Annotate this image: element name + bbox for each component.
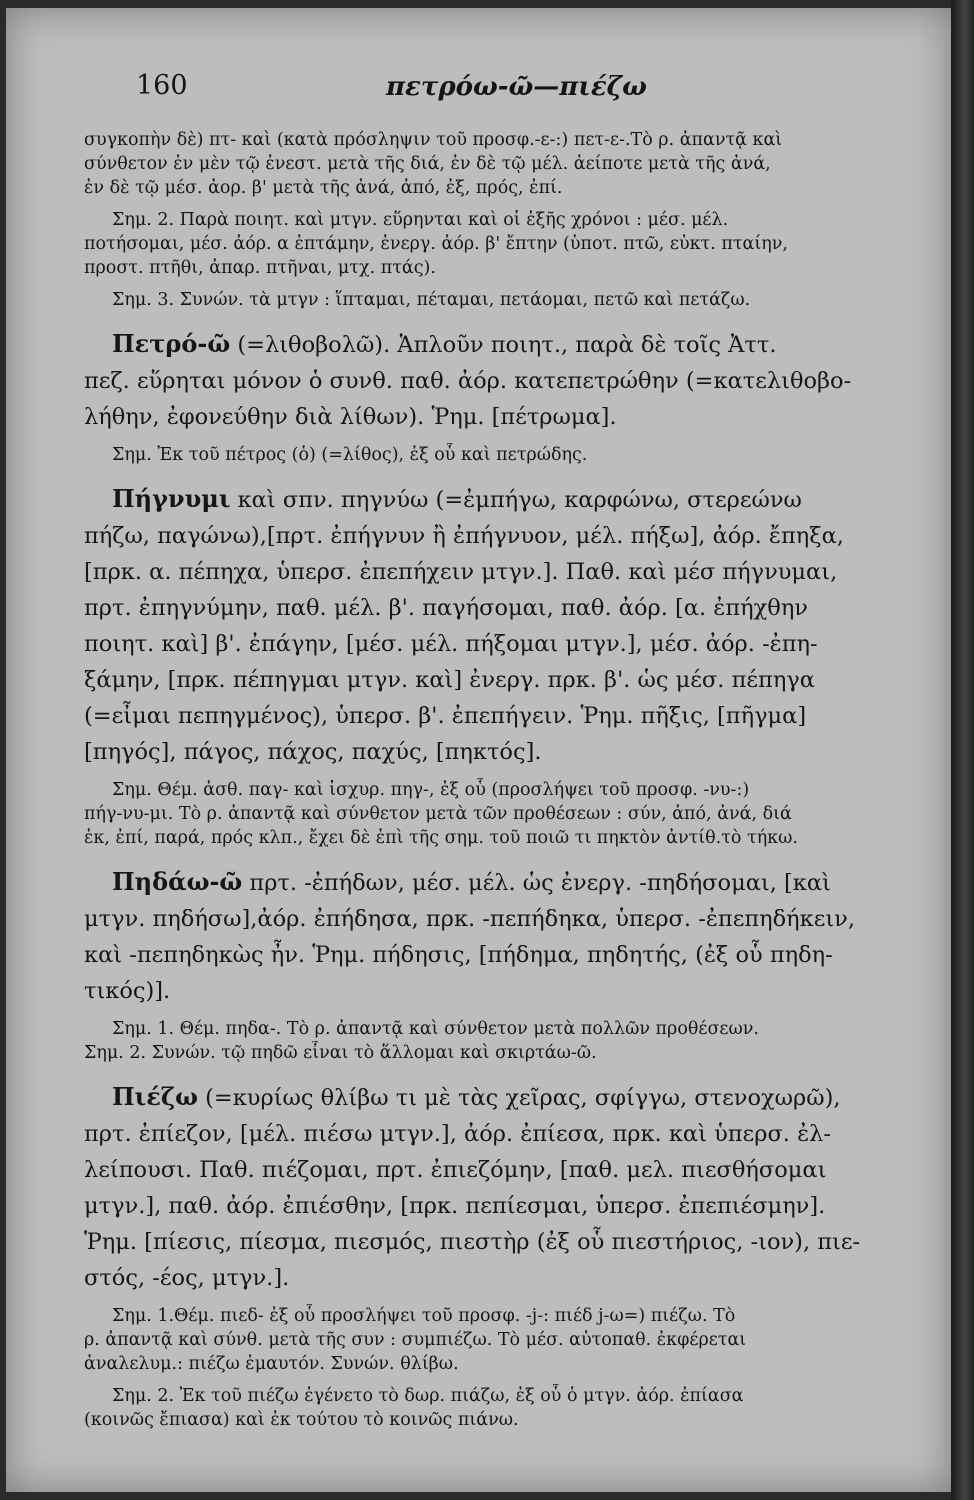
- page-body: [84, 128, 924, 1432]
- text-line: (κοινῶς ἔπιασα) καὶ ἐκ τούτου τὸ κοινῶς πιάνω.: [84, 1410, 519, 1430]
- text-line: ἀναλελυμ.: πιέζω ἐμαυτόν. Συνών. θλίβω.: [84, 1354, 459, 1374]
- text-line: λείπουσι. Παθ. πιέζομαι, πρτ. ἐπιεζόμην, [παθ. μελ. πιεσθήσομαι: [84, 1157, 827, 1183]
- text-line: λήθην, ἐφονεύθην διὰ λίθων). Ῥημ. [πέτρωμα].: [84, 404, 617, 430]
- entry-block: [84, 864, 924, 1009]
- text-line: [πρκ. α. πέπηχα, ὑπερσ. ἐπεπήχειν μτγν.]. Παθ. καὶ μέσ πήγνυμαι,: [84, 559, 838, 585]
- note-block: [84, 128, 924, 200]
- text-line: καὶ -πεπηδηκὼς ἦν. Ῥημ. πήδησις, [πήδημα, πηδητής, (ἐξ οὗ πηδη-: [84, 942, 833, 968]
- entry-first-line: [84, 481, 924, 518]
- text-line: πήζω, παγώνω),[πρτ. ἐπήγνυν ἢ ἐπήγνυον, μέλ. πήξω], ἀόρ. ἔπηξα,: [84, 523, 844, 549]
- text-line: πρτ. ἐπηγνύμην, παθ. μέλ. β'. παγήσομαι, παθ. ἀόρ. [α. ἐπήχθην: [84, 595, 808, 621]
- entry-block: [84, 1079, 924, 1296]
- entry-first-line-text: καὶ σπν. πηγνύω (=ἐμπήγω, καρφώνω, στερεώνω: [230, 487, 802, 513]
- text-line: μτγν.], παθ. ἀόρ. ἐπιέσθην, [πρκ. πεπίεσμαι, ὑπερσ. ἐπεπιέσμην].: [84, 1193, 826, 1219]
- text-line: πήγ-νυ-μι. Τὸ ρ. ἀπαντᾷ καὶ σύνθετον μετὰ τῶν προθέσεων : σύν, ἀπό, ἀνά, διά: [84, 804, 792, 824]
- note-block: [84, 1304, 924, 1376]
- text-line: προστ. πτῆθι, ἀπαρ. πτῆναι, μτχ. πτάς).: [84, 258, 436, 278]
- entry-first-line-text: πρτ. -ἐπήδων, μέσ. μέλ. ὡς ἐνεργ. -πηδήσομαι, [καὶ: [242, 870, 831, 896]
- text-line: πεζ. εὕρηται μόνον ὁ συνθ. παθ. ἀόρ. κατεπετρώθην (=κατελιθοβο-: [84, 368, 852, 394]
- entry-headword: Πιέζω: [112, 1082, 198, 1111]
- book-page: [6, 8, 951, 1492]
- text-line: ποτήσομαι, μέσ. ἀόρ. α ἐπτάμην, ἐνεργ. ἀόρ. β' ἔπτην (ὑποτ. πτῶ, εὐκτ. πταίην,: [84, 234, 788, 254]
- page-edge-shadow: [951, 0, 974, 1500]
- note-block: [84, 1384, 924, 1432]
- text-line: Σημ. 2. Παρὰ ποιητ. καὶ μτγν. εὕρηνται καὶ οἱ ἑξῆς χρόνοι : μέσ. μέλ.: [112, 210, 729, 230]
- entry-first-line-text: (=κυρίως θλίβω τι μὲ τὰς χεῖρας, σφίγγω, στενοχωρῶ),: [197, 1085, 841, 1111]
- page-number: 160: [136, 70, 188, 101]
- note-block: [84, 288, 924, 312]
- text-line: τικός)].: [84, 978, 171, 1004]
- page-header: [136, 70, 891, 110]
- note-block: [84, 1017, 924, 1065]
- entry-first-line: [84, 326, 924, 363]
- entry-first-line: [84, 1079, 924, 1116]
- text-line: στός, -έος, μτγν.].: [84, 1265, 290, 1291]
- entry-first-line: [84, 864, 924, 901]
- text-line: πρτ. ἐπίεζον, [μέλ. πιέσω μτγν.], ἀόρ. ἐπίεσα, πρκ. καὶ ὑπερσ. ἐλ-: [84, 1121, 832, 1147]
- text-line: μτγν. πηδήσω],ἀόρ. ἐπήδησα, πρκ. -πεπήδηκα, ὑπερσ. -ἐπεπηδήκειν,: [84, 906, 856, 932]
- text-line: ἐν δὲ τῷ μέσ. ἀορ. β' μετὰ τῆς ἀνά, ἀπό, ἐξ, πρός, ἐπί.: [84, 178, 563, 198]
- text-line: Σημ. Ἐκ τοῦ πέτρος (ὁ) (=λίθος), ἐξ οὗ καὶ πετρώδης.: [112, 445, 588, 465]
- running-head: πετρόω-ῶ—πιέζω: [386, 72, 647, 102]
- text-line: Σημ. 2. Ἐκ τοῦ πιέζω ἐγένετο τὸ δωρ. πιάζω, ἐξ οὗ ὁ μτγν. ἀόρ. ἐπίασα: [112, 1386, 744, 1406]
- text-line: (=εἶμαι πεπηγμένος), ὑπερσ. β'. ἐπεπήγειν. Ῥημ. πῆξις, [πῆγμα]: [84, 703, 807, 729]
- entry-headword: Πήγνυμι: [112, 484, 231, 513]
- text-line: ρ. ἀπαντᾷ καὶ σύνθ. μετὰ τῆς συν : συμπιέζω. Τὸ μέσ. αὐτοπαθ. ἐκφέρεται: [84, 1330, 747, 1350]
- text-line: Σημ. Θέμ. ἀσθ. παγ- καὶ ἰσχυρ. πηγ-, ἐξ οὗ (προσλήψει τοῦ προσφ. -νυ-:): [112, 780, 750, 800]
- text-line: συγκοπὴν δὲ) πτ- καὶ (κατὰ πρόσληψιν τοῦ προσφ.-ε-:) πετ-ε-.Τὸ ρ. ἀπαντᾷ καὶ: [84, 130, 783, 150]
- note-block: [84, 778, 924, 850]
- note-block: [84, 208, 924, 280]
- text-line: Σημ. 1.Θέμ. πιεδ- ἐξ οὗ προσλήψει τοῦ προσφ. -j-: πιέδ j-ω=) πιέζω. Τὸ: [112, 1306, 736, 1326]
- entry-block: [84, 326, 924, 435]
- text-line: ξάμην, [πρκ. πέπηγμαι μτγν. καὶ] ἐνεργ. πρκ. β'. ὡς μέσ. πέπηγα: [84, 667, 815, 693]
- text-line: σύνθετον ἐν μὲν τῷ ἐνεστ. μετὰ τῆς διά, ἐν δὲ τῷ μέλ. ἀείποτε μετὰ τῆς ἀνά,: [84, 154, 771, 174]
- text-line: Σημ. 2. Συνών. τῷ πηδῶ εἶναι τὸ ἅλλομαι καὶ σκιρτάω-ῶ.: [84, 1043, 597, 1063]
- note-block: [84, 443, 924, 467]
- text-line: Σημ. 1. Θέμ. πηδα-. Τὸ ρ. ἀπαντᾷ καὶ σύνθετον μετὰ πολλῶν προθέσεων.: [112, 1019, 759, 1039]
- text-line: ἐκ, ἐπί, παρά, πρός κλπ., ἔχει δὲ ἐπὶ τῆς σημ. τοῦ ποιῶ τι πηκτὸν ἀντίθ.τὸ τήκω.: [84, 828, 798, 848]
- text-line: ποιητ. καὶ] β'. ἐπάγην, [μέσ. μέλ. πήξομαι μτγν.], μέσ. ἀόρ. -ἐπη-: [84, 631, 818, 657]
- entry-headword: Πηδάω-ῶ: [112, 867, 243, 896]
- text-line: Σημ. 3. Συνών. τὰ μτγν : ἵπταμαι, πέταμαι, πετάομαι, πετῶ καὶ πετάζω.: [112, 290, 751, 310]
- text-line: [πηγός], πάγος, πάχος, παχύς, [πηκτός].: [84, 739, 542, 765]
- entry-block: [84, 481, 924, 770]
- entry-first-line-text: (=λιθοβολῶ). Ἁπλοῦν ποιητ., παρὰ δὲ τοῖς Ἀττ.: [230, 332, 777, 358]
- text-line: Ῥημ. [πίεσις, πίεσμα, πιεσμός, πιεστὴρ (ἐξ οὗ πιεστήριος, -ιον), πιε-: [84, 1229, 861, 1255]
- entry-headword: Πετρό-ῶ: [112, 329, 231, 358]
